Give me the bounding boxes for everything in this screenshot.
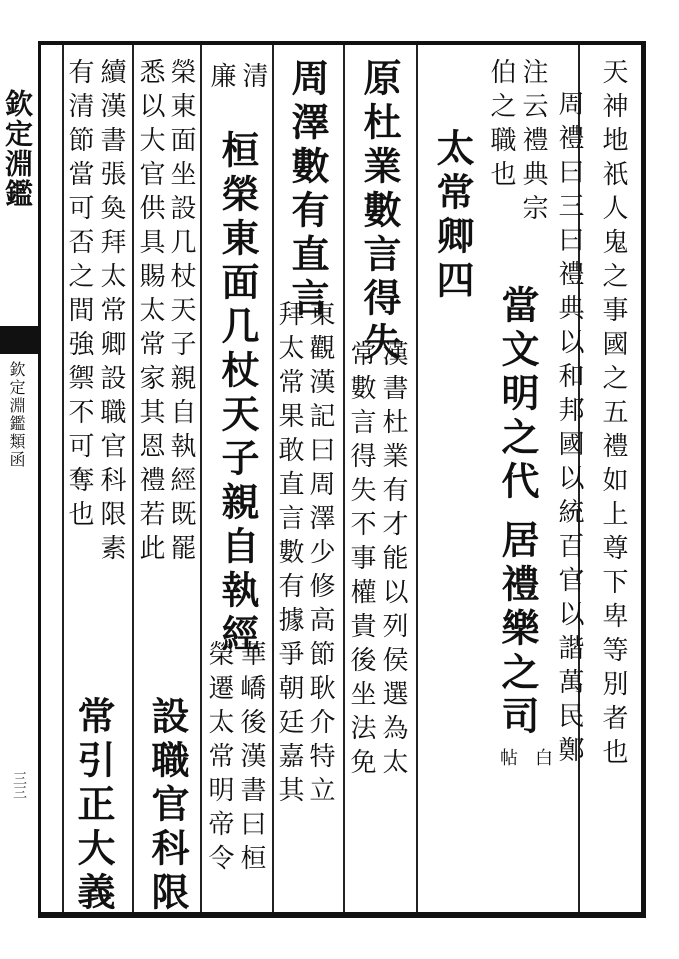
book-title: 欽定淵鑑 xyxy=(1,89,34,209)
source-note-b: 帖 xyxy=(497,748,518,770)
entry-heading-1: 原杜業數言得失 xyxy=(357,58,402,366)
entry-note-3b: 榮遷太常明帝令 xyxy=(204,640,234,878)
margin-black-bar xyxy=(0,326,38,354)
frame-left-border xyxy=(38,41,41,918)
column-divider xyxy=(343,45,345,912)
text-column-3-main-b: 居禮樂之司 xyxy=(495,520,540,740)
entry-note-4b: 悉以大官供具賜太常家其恩禮若此 xyxy=(135,58,165,568)
frame-bottom-border xyxy=(38,912,646,918)
column-divider xyxy=(200,45,202,912)
text-column-1: 天神地祇人鬼之事國之五禮如上尊下卑等別者也 xyxy=(598,58,628,772)
entry-heading-2: 周澤數有直言 xyxy=(285,58,330,322)
source-note-a: 白 xyxy=(532,748,553,770)
entry-note-4a: 榮東面坐設几杖天子親自執經既罷 xyxy=(166,58,196,568)
entry-note-1b: 常數言得失不事權貴後坐法免 xyxy=(346,340,376,782)
page-number: 三三 xyxy=(11,771,27,799)
entry-heading-3: 桓榮東面几杖天子親自執經 xyxy=(215,130,260,658)
column-divider xyxy=(132,45,134,912)
column-divider xyxy=(416,45,418,912)
entry-note-2b: 拜太常果敢直言數有據爭朝廷嘉其 xyxy=(274,300,304,810)
entry-heading-5: 常引正大義 xyxy=(71,696,116,916)
entry-heading-4: 設職官科限 xyxy=(145,696,190,916)
entry-note-5a: 續漢書張奐拜太常卿設職官科限素 xyxy=(96,58,126,568)
frame-right-border xyxy=(641,41,646,918)
section-heading: 太常卿四 xyxy=(430,128,475,304)
frame-top-border xyxy=(38,41,646,45)
volume-label: 欽定淵鑑類函 xyxy=(7,361,26,469)
text-column-3-note: 注云禮典宗 xyxy=(518,58,548,228)
entry-prefix-a: 清 xyxy=(238,62,268,96)
entry-note-5b: 有清節當可否之間強禦不可奪也 xyxy=(64,58,94,534)
entry-prefix-b: 廉 xyxy=(206,62,236,96)
entry-note-1a: 漢書杜業有才能以列侯選為太 xyxy=(378,340,408,782)
text-column-2: 周禮曰三曰禮典以和邦國以統百官以諧萬民鄭 xyxy=(554,90,584,770)
text-column-3-main: 當文明之代 xyxy=(495,285,540,505)
page-margin xyxy=(0,41,38,918)
text-column-3-note-b: 伯之職也 xyxy=(486,58,516,194)
entry-note-2a: 東觀漢記曰周澤少修高節耿介特立 xyxy=(305,300,335,810)
entry-note-3a: 華嶠後漢書曰桓 xyxy=(236,640,266,878)
